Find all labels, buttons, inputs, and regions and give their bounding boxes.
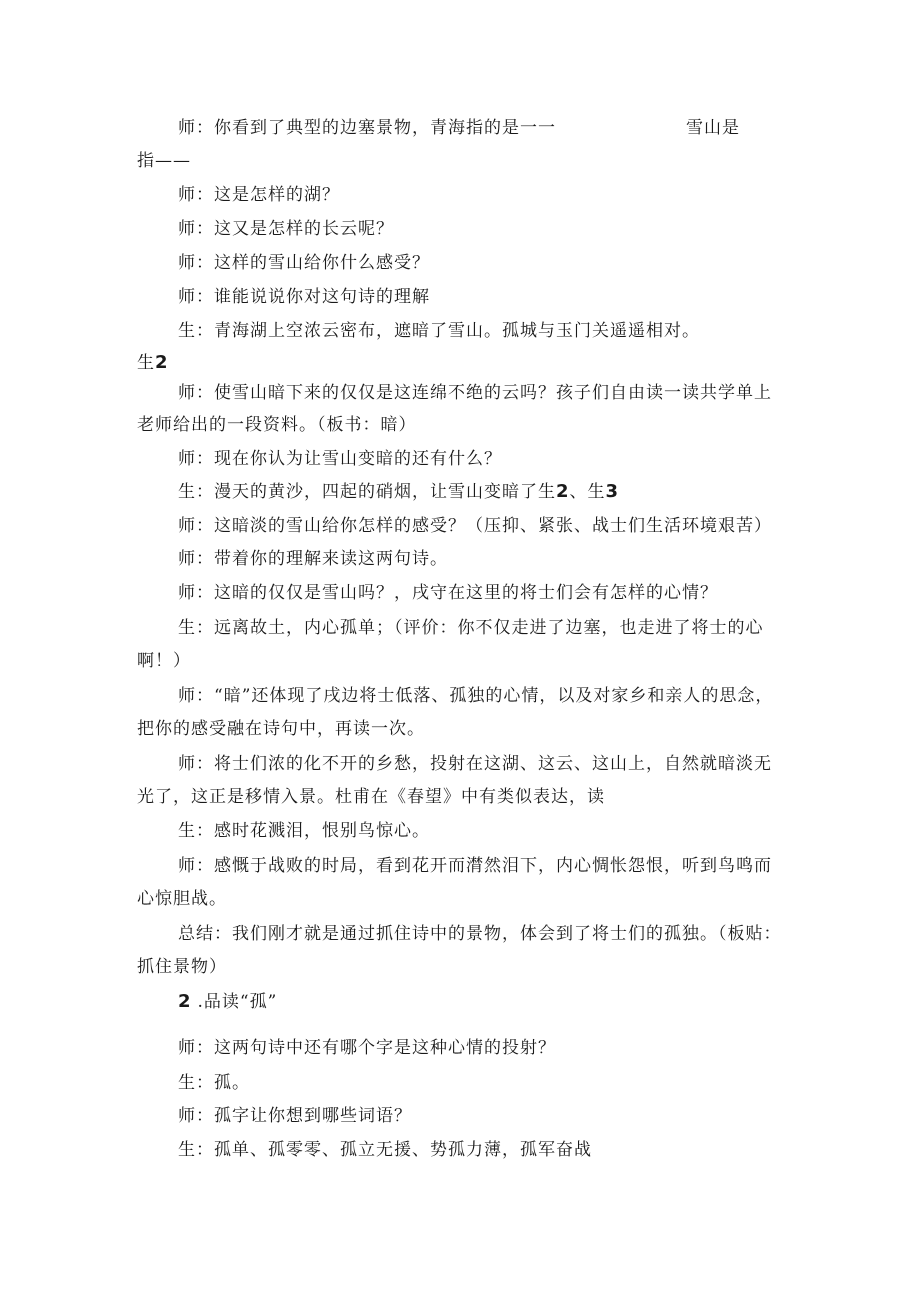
paragraph-line: 师：这又是怎样的长云呢？ [178,219,394,239]
paragraph-line: 师：将士们浓的化不开的乡愁，投射在这湖、这云、这山上，自然就暗淡无 [178,754,772,774]
paragraph-line: 师：这暗淡的雪山给你怎样的感受？（压抑、紧张、战士们生活环境艰苦） [178,516,772,536]
paragraph-line [137,352,169,374]
paragraph-line: 师：“暗”还体现了戌边将士低落、孤独的心情，以及对家乡和亲人的思念， [178,686,774,706]
paragraph-line [178,117,740,139]
text-run: 生：漫天的黄沙，四起的硝烟，让雪山变暗了生 [178,482,556,502]
paragraph-line: 总结：我们刚才就是通过抓住诗中的景物，体会到了将士们的孤独。（板贴： [178,924,782,944]
paragraph-line: 生：孤。 [178,1073,250,1093]
number-run: 2 [178,991,192,1012]
paragraph-line: 指—— [137,151,191,171]
paragraph-line: 老师给出的一段资料。（板书：暗） [137,415,417,435]
paragraph-line: 心惊胆战。 [137,889,227,909]
paragraph-line: 师：带着你的理解来读这两句诗。 [178,549,448,569]
text-run: 雪山是 [686,118,740,138]
paragraph-line: 师：孤字让你想到哪些词语？ [178,1106,412,1126]
paragraph-line: 师：谁能说说你对这句诗的理解 [178,287,430,307]
paragraph-line: 抓住景物） [137,957,227,977]
paragraph-line: 光了，这正是移情入景。杜甫在《春望》中有类似表达，读 [137,787,605,807]
paragraph-line: 生：感时花溅泪，恨别鸟惊心。 [178,821,430,841]
section-heading [178,991,277,1013]
text-run: .品读“孤” [197,992,278,1012]
paragraph-line: 师：现在你认为让雪山变暗的还有什么？ [178,449,502,469]
text-run: 师：你看到了典型的边塞景物，青海指的是一一 [178,118,556,138]
paragraph-line: 师：感慨于战败的时局，看到花开而潸然泪下，内心惆怅怨恨，听到鸟鸣而 [178,856,772,876]
paragraph-line: 生：远离故土，内心孤单；（评价：你不仅走进了边塞，也走进了将士的心 [178,618,764,638]
paragraph-line: 把你的感受融在诗句中，再读一次。 [137,719,425,739]
number-run: 2 [556,481,570,502]
paragraph-line: 生：孤单、孤零零、孤立无援、势孤力薄，孤军奋战 [178,1140,592,1160]
paragraph-line: 师：这样的雪山给你什么感受？ [178,253,430,273]
paragraph-line: 师：这是怎样的湖？ [178,185,340,205]
paragraph-line: 师：这暗的仅仅是雪山吗？，戌守在这里的将士们会有怎样的心情？ [178,583,718,603]
paragraph-line: 师：这两句诗中还有哪个字是这种心情的投射？ [178,1038,556,1058]
number-run: 2 [155,352,169,373]
number-run: 3 [605,481,620,502]
text-run: 生 [137,353,155,373]
paragraph-line: 啊！） [137,651,191,671]
paragraph-line: 师：使雪山暗下来的仅仅是这连绵不绝的云吗？孩子们自由读一读共学单上 [178,383,772,403]
paragraph-line: 生：青海湖上空浓云密布，遮暗了雪山。孤城与玉门关遥遥相对。 [178,321,700,341]
text-run: 、生 [569,482,606,502]
paragraph-line [178,481,619,503]
